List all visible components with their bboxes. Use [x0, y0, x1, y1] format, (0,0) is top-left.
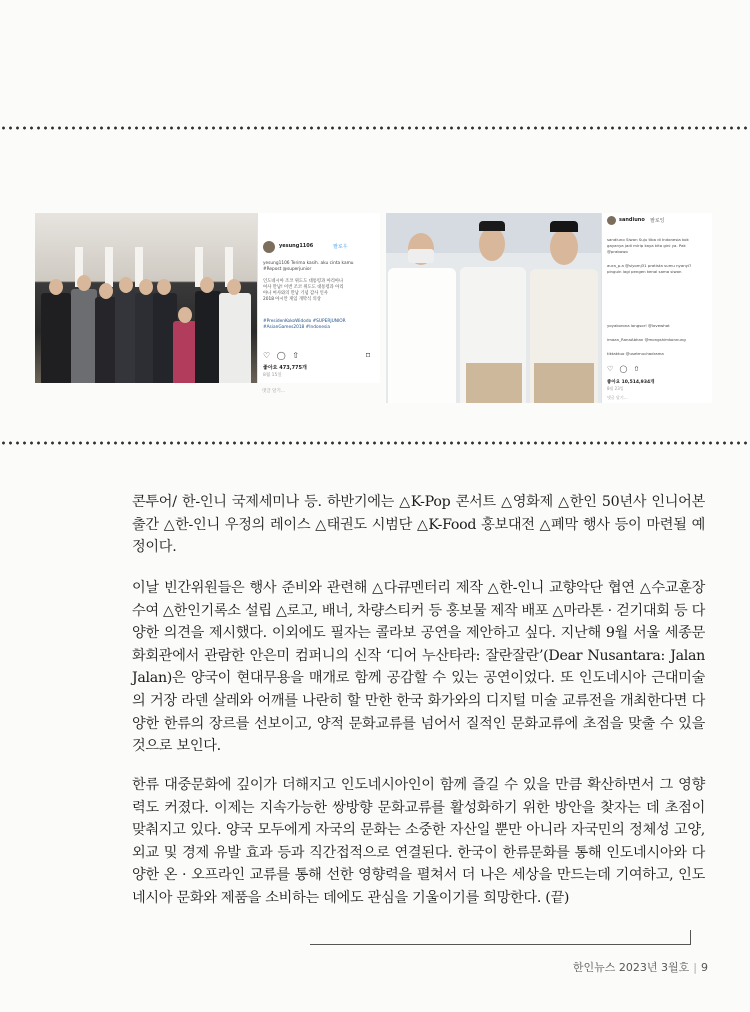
- comment: pinguin lagi pengen kenal sama siwon: [607, 269, 682, 274]
- user-avatar: [607, 216, 616, 225]
- page-number: 9: [701, 961, 708, 974]
- instagram-post-right: [386, 213, 712, 403]
- post-date: 8월 15일: [263, 373, 282, 378]
- campaign-photo: [386, 213, 601, 403]
- username[interactable]: yesung1106: [279, 243, 314, 249]
- comment: @prabowo: [607, 249, 628, 254]
- instagram-post-left: [35, 213, 380, 383]
- comment: yoyakorona longsor! @lovewhat: [607, 323, 670, 328]
- username[interactable]: sandiuno: [619, 217, 645, 223]
- instagram-sidebar-left: [257, 213, 380, 383]
- instagram-sidebar-right: [601, 213, 712, 403]
- paragraph-2: 이날 빈간위원들은 행사 준비와 관련해 △다큐멘터리 제작 △한-인니 교향악단 협연 △수교훈장 수여 △한인기록소 설립 △로고, 배너, 차량스티커 등 홍보물 제작 배포 △마라톤 · 걷기대회 등 다양한 의견을 제시했다. 이외에도 필자는 콜라보 공연을 제안하고 싶다. 지난해 9월 서울 세종문화회관에서 관람한 안은미 컴퍼니의 신작 ‘디어 누산타라: 잘란잘란’(Dear Nusantara: Jalan Jalan)은 양국이 현대무용을 매개로 함께 공감할 수 있는 공연이었다. 또 인도네시아 근대미술의 거장 라덴 살레와 어깨를 나란히 할 만한 한국 화가와의 디지털 미술 교류전을 개최한다면 다양한 한류의 장르를 선보이고, 양적 문화교류를 넘어서 질적인 문화교류에 초점을 맞출 수 있을 것으로 보인다.: [132, 580, 705, 755]
- likes-count: 좋아요 473,775개: [263, 365, 307, 371]
- likes-count: 좋아요 10,514,934개: [607, 380, 655, 385]
- comment: tiktaktuo @usetmuchadrama: [607, 351, 664, 356]
- hashtags[interactable]: #PresidenKokoWidodo #SUPERJUNIOR #AsianGames2018 #Indonesia: [263, 319, 346, 330]
- group-photo: [35, 213, 257, 383]
- post-date: 8월 23일: [607, 386, 624, 391]
- following-button[interactable]: 팔로잉: [650, 218, 665, 224]
- footer-rule: [310, 944, 690, 945]
- comment-input[interactable]: 댓글 달기...: [607, 395, 628, 400]
- publication-name: 한인뉴스 2023년 3월호: [572, 961, 690, 974]
- paragraph-1: 콘투어/ 한-인니 국제세미나 등. 하반기에는 △K-Pop 콘서트 △영화제 △한인 50년사 인니어본 출간 △한-인니 우정의 레이스 △태권도 시범단 △K-Food 홍보대전 △폐막 행사 등이 마련될 예정이다.: [132, 494, 705, 556]
- comment: imaan_RanaAbhan @mongshimkonnung: [607, 337, 686, 342]
- footer-rule-tick: [690, 930, 691, 945]
- comment-input[interactable]: 댓글 달기...: [262, 389, 286, 394]
- caption-line: 아나 여사와의 만남 기념 감사 인사: [263, 291, 328, 296]
- bottom-dotted-divider: [0, 441, 750, 445]
- comment: aura_p.a @siyomj31 pratista sumu nyanyi?: [607, 263, 692, 268]
- footer-separator: |: [693, 961, 697, 974]
- paragraph-3: 한류 대중문화에 깊이가 더해지고 인도네시아인이 함께 즐길 수 있을 만큼 확산하면서 그 영향력도 커졌다. 이제는 지속가능한 쌍방향 문화교류를 활성화하기 위한 방안을 찾자는 데 초점이 맞춰지고 있다. 양국 모두에게 자국의 문화는 소중한 자산일 뿐만 아니라 자국민의 정체성 고양, 외교 및 경제 유발 효과 등과 직간접적으로 연결된다. 한국이 한류문화를 통해 인도네시아와 다양한 온 · 오프라인 교류를 통해 선한 영향력을 펼쳐서 더 나은 세상을 만드는데 기여하고, 인도네시아 문화와 제품을 소비하는 데에도 관심을 기울이기를 희망한다. (끝): [132, 777, 705, 906]
- caption-line: 인도네시아 조코 위도도 대통령과 아리아나: [263, 279, 344, 284]
- post-action-icons[interactable]: ♡ ◯ ⇧: [607, 365, 642, 373]
- comment: gayanya jadi mirip kaya kita gini ya. Pak: [607, 243, 686, 248]
- follow-button[interactable]: 팔로우: [333, 244, 348, 250]
- caption-line: #Repost @superjunior: [263, 267, 312, 272]
- post-action-icons[interactable]: ♡ ◯ ⇧: [263, 351, 301, 360]
- page-footer: [573, 959, 708, 975]
- comment: sandiuno Siwon Suju tiba di Indonesia kok: [607, 237, 689, 242]
- caption-line: 여사 만남! 이번 조코 위도도 대통령과 아리: [263, 285, 344, 290]
- caption-line: yesung1106 Terima kasih. aku cinta kamu: [263, 261, 354, 266]
- top-dotted-divider: [0, 126, 750, 130]
- bookmark-icon[interactable]: ⌑: [366, 351, 373, 360]
- caption-line: 2018 아시안 게임 개막식 의상: [263, 297, 321, 302]
- user-avatar: [263, 241, 275, 253]
